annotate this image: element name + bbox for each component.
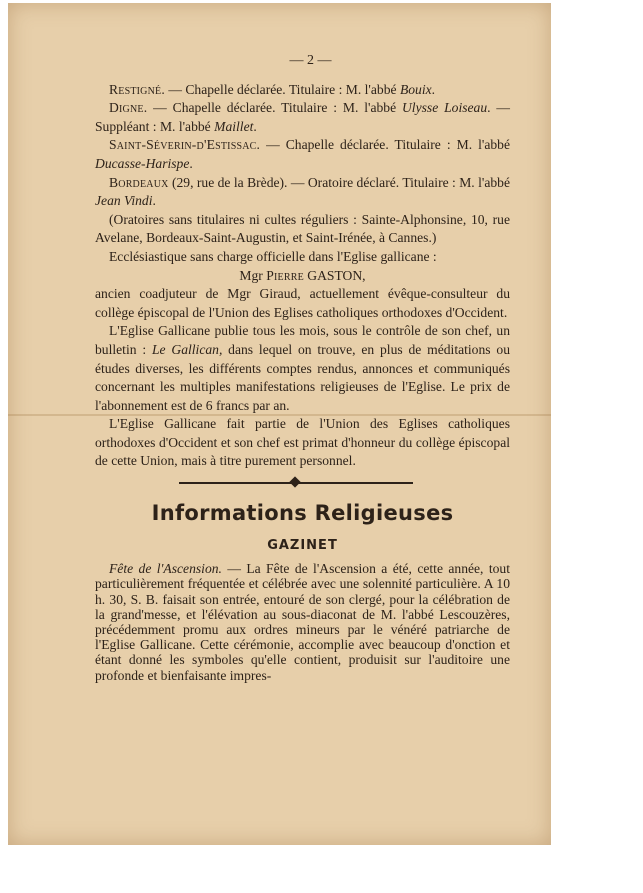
entry-name: Ducasse-Harispe [95, 155, 190, 171]
bulletin-text: L'Eglise Gallicane publie tous les mois, sous le contrôle de son chef, un bulletin : [95, 323, 510, 357]
entry-text: — Chapelle déclarée. Titulaire : M. l'abbé [147, 100, 402, 116]
section-heading: Informations Religieuses [151, 501, 454, 526]
section-divider [95, 476, 510, 490]
entry-place: Digne. [109, 100, 148, 116]
entry-place: Restigné. [109, 81, 165, 97]
bulletin-paragraph [95, 322, 510, 415]
bulletin-title: Le Gallican, [151, 341, 223, 357]
entry-restigne [95, 81, 510, 100]
ecclesiastique-intro: Ecclésiastique sans charge officielle dans l'Eglise gallicane : [109, 248, 437, 264]
entry-saint-severin [95, 136, 510, 173]
paper-page [8, 3, 551, 845]
ascension-text: — La Fête de l'Ascension a été, cette année, tout particulièrement fréquentée et célébrée avec une solennité particulière. A 10 h. 30, S. B. faisait son entrée, entouré de son clergé, pour la célébration de la grand'messe, et l'élévation au sous-diaconat de M. l'abbé Lescouzères, précédemment promu aux ordres mineurs par le vénéré patriarche de l'Eglise Gallicane. Cette cérémonie, accomplie avec beaucoup d'onction et étant donné les symboles qu'elle contient, produisit sur l'auditoire une profonde et bienfaisante impres- [95, 561, 510, 683]
page-content [95, 52, 510, 683]
ascension-paragraph [95, 561, 510, 683]
entry-text-end: . [189, 155, 193, 171]
mgr-first-name: Pierre [266, 267, 304, 283]
mgr-name [95, 267, 510, 286]
entry-place: Bordeaux [109, 174, 169, 190]
entry-text-end: . [431, 81, 436, 97]
subsection-heading: GAZINET [267, 537, 338, 553]
entry-name: Bouix [399, 81, 432, 97]
divider-diamond-icon [289, 476, 300, 487]
entry-text-end: . [152, 193, 156, 209]
union-paragraph: L'Eglise Gallicane fait partie de l'Union des Eglises catholiques orthodoxes d'Occident et son chef est primat d'honneur du collège épiscopal de cette Union, mais à titre purement personnel. [95, 416, 510, 469]
entry-name-2: Maillet [214, 118, 254, 134]
entry-text-end: . [253, 118, 257, 134]
bulletin-text-end: dans lequel on trouve, en plus de méditations ou études diverses, les différents comptes rendus, annonces et communiqués concernant les multiples manifestations religieuses de l'Eglise. Le prix de l'abonnement est de 6 francs par an. [95, 341, 510, 413]
entry-place: Saint-Séverin-d'Estissac. [109, 137, 261, 153]
mgr-prefix: Mgr [239, 267, 263, 283]
ascension-title: Fête de l'Ascension. [109, 561, 222, 577]
oratoires-note: (Oratoires sans titulaires ni cultes réguliers : Sainte-Alphonsine, 10, rue Avelane, Bordeaux-Saint-Augustin, et Saint-Irénée, à Cannes.) [95, 211, 510, 246]
entry-name: Jean Vindi [95, 193, 153, 209]
entry-bordeaux [95, 174, 510, 211]
entry-text: — Chapelle déclarée. Titulaire : M. l'abbé [164, 81, 400, 97]
entry-text: — Chapelle déclarée. Titulaire : M. l'abbé [260, 137, 510, 153]
page-number: — 2 — [289, 53, 332, 68]
entry-text: (29, rue de la Brède). — Oratoire déclaré. Titulaire : M. l'abbé [168, 174, 510, 190]
mgr-last-name: GASTON, [307, 267, 366, 283]
mgr-description: ancien coadjuteur de Mgr Giraud, actuellement évêque-consulteur du collège épiscopal de l'Union des Eglises catholiques orthodoxes d'Occident. [95, 286, 510, 320]
entry-digne [95, 99, 510, 136]
entry-name: Ulysse Loiseau [401, 100, 488, 116]
entry-text-mid: . — Suppléant : M. l'abbé [95, 100, 510, 134]
